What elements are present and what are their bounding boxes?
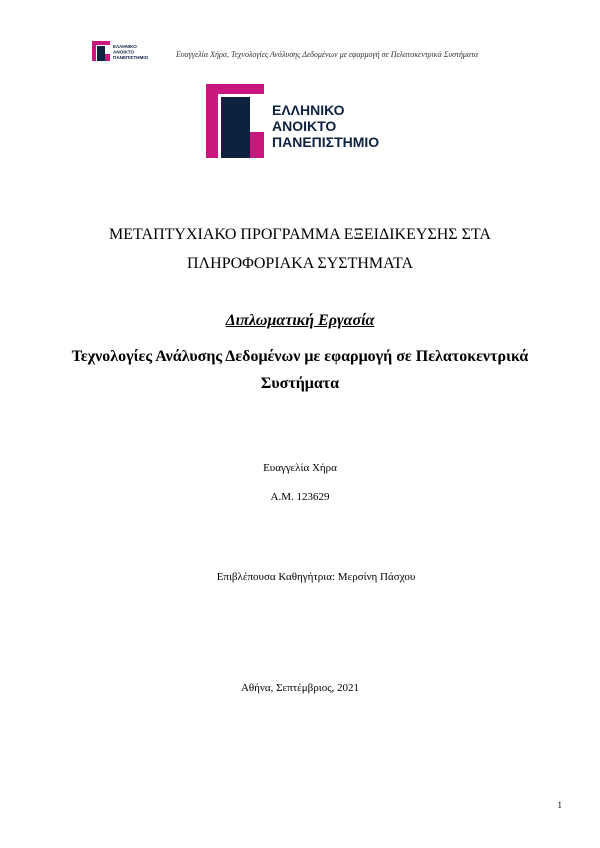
program-title-line-1: ΜΕΤΑΠΤΥΧΙΑΚΟ ΠΡΟΓΡΑΜΜΑ ΕΞΕΙΔΙΚΕΥΣΗΣ ΣΤΑ: [109, 226, 491, 243]
logo-mark-icon: [206, 84, 268, 158]
header-logo-line1: ΕΛΛΗΝΙΚΟ: [113, 44, 137, 49]
header-logo: [92, 41, 152, 61]
header-logo-mark: [92, 41, 152, 61]
header-logo-line3: ΠΑΝΕΠΙΣΤΗΜΙΟ: [113, 55, 149, 60]
supervisor: Επιβλέπουσα Καθηγήτρια: Μερσίνη Πάσχου: [216, 571, 416, 583]
logo-wordmark: [272, 102, 379, 150]
place-date: Αθήνα, Σεπτέμβριος, 2021: [240, 682, 360, 694]
program-title: [0, 220, 600, 278]
thesis-title: [70, 343, 530, 397]
author-name: Ευαγγελία Χήρα: [263, 462, 337, 474]
university-logo: [206, 84, 386, 158]
logo-line-2: ΑΝΟΙΚΤΟ: [272, 118, 337, 134]
header-logo-line2: ΑΝΟΙΚΤΟ: [113, 49, 135, 55]
thesis-title-line-2: Συστήματα: [260, 375, 340, 392]
logo-line-1: ΕΛΛΗΝΙΚΟ: [272, 102, 345, 118]
running-header: Ευαγγελία Χήρα, Τεχνολογίες Ανάλυσης Δεδομένων με εφαρμογή σε Πελατοκεντρικά Συστήματα: [176, 50, 479, 59]
document-type: Διπλωματική Εργασία: [225, 312, 375, 329]
student-id: Α.Μ. 123629: [270, 491, 330, 503]
logo-line-3: ΠΑΝΕΠΙΣΤΗΜΙΟ: [272, 134, 380, 150]
page-number: 1: [557, 800, 562, 810]
program-title-line-2: ΠΛΗΡΟΦΟΡΙΑΚΑ ΣΥΣΤΗΜΑΤΑ: [187, 255, 413, 272]
thesis-title-line-1: Τεχνολογίες Ανάλυσης Δεδομένων με εφαρμογή σε Πελατοκεντρικά: [71, 348, 529, 365]
